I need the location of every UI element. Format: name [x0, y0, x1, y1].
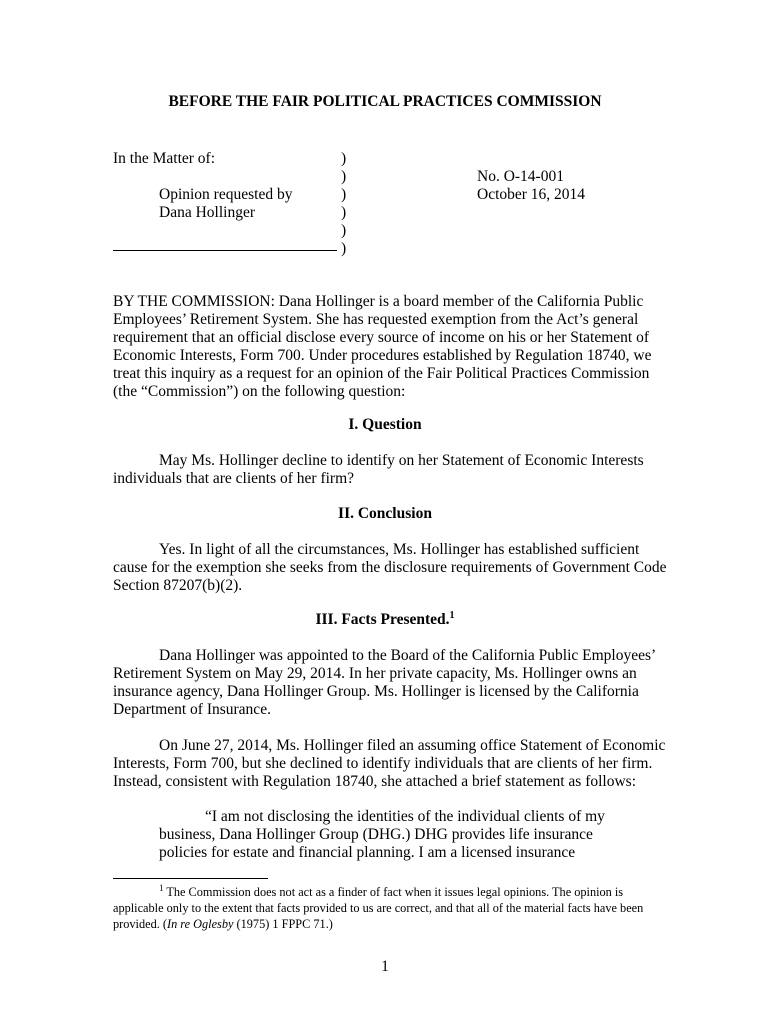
text-line: Department of Insurance. — [113, 701, 271, 718]
text-line: policies for estate and financial planning. I am a licensed insurance — [159, 844, 576, 861]
footnote-reference[interactable]: 1 — [449, 609, 455, 621]
footnote-text: (1975) 1 FPPC 71.) — [233, 917, 333, 931]
opinion-date: October 16, 2014 — [477, 186, 586, 203]
text-line: individuals that are clients of her firm? — [113, 470, 355, 487]
text-line: Yes. In light of all the circumstances, Ms. Hollinger has established sufficient — [159, 541, 640, 558]
text-line: treat this inquiry as a request for an opinion of the Fair Political Practices Commission — [113, 365, 650, 382]
footnote-text: provided. ( — [113, 917, 167, 931]
text-line: On June 27, 2014, Ms. Hollinger filed an assuming office Statement of Economic — [159, 737, 666, 754]
text-line: Interests, Form 700, but she declined to identify individuals that are clients of her firm. — [113, 755, 653, 772]
caption-paren: ) — [341, 240, 347, 257]
facts-heading-text: III. Facts Presented. — [315, 611, 450, 628]
text-line: Retirement System on May 29, 2014. In her private capacity, Ms. Hollinger owns an — [113, 665, 637, 682]
footnote-line: applicable only to the extent that facts provided to us are correct, and that all of the material facts have been — [113, 901, 644, 915]
caption-paren: ) — [341, 186, 347, 203]
caption-paren: ) — [341, 150, 347, 167]
text-line: cause for the exemption she seeks from the disclosure requirements of Government Code — [113, 559, 667, 576]
text-line: requirement that an official disclose every source of income on his or her Statement of — [113, 329, 650, 346]
text-line: BY THE COMMISSION: Dana Hollinger is a board member of the California Public — [113, 293, 644, 310]
caption-underline — [113, 250, 337, 251]
text-line: (the “Commission”) on the following question: — [113, 383, 406, 400]
text-line: insurance agency, Dana Hollinger Group. Ms. Hollinger is licensed by the California — [113, 683, 639, 700]
caption-paren: ) — [341, 168, 347, 185]
footnote-line — [113, 916, 668, 932]
footnote-separator — [113, 878, 268, 879]
caption-paren: ) — [341, 222, 347, 239]
quoted-statement — [159, 808, 639, 862]
matter-label: In the Matter of: — [113, 150, 216, 167]
section-heading-question: I. Question — [348, 416, 422, 433]
page-title: BEFORE THE FAIR POLITICAL PRACTICES COMMISSION — [168, 93, 602, 110]
text-line: Dana Hollinger was appointed to the Board of the California Public Employees’ — [159, 647, 657, 664]
caption-paren: ) — [341, 204, 347, 221]
question-paragraph — [113, 452, 663, 488]
requester-name: Dana Hollinger — [159, 204, 255, 221]
footnote — [113, 884, 668, 932]
text-line: “I am not disclosing the identities of the individual clients of my — [205, 808, 605, 825]
conclusion-paragraph — [113, 541, 667, 595]
text-line: Section 87207(b)(2). — [113, 577, 243, 594]
case-citation: In re Oglesby — [166, 917, 234, 931]
section-heading-conclusion: II. Conclusion — [338, 505, 432, 522]
opinion-number: No. O-14-001 — [477, 168, 564, 185]
text-line: May Ms. Hollinger decline to identify on her Statement of Economic Interests — [159, 452, 644, 469]
facts-paragraph-2 — [113, 737, 666, 791]
opinion-requested-by: Opinion requested by — [159, 186, 293, 203]
text-line: Employees’ Retirement System. She has requested exemption from the Act’s general — [113, 311, 639, 328]
facts-paragraph-1 — [113, 647, 663, 719]
text-line: business, Dana Hollinger Group (DHG.) DHG provides life insurance — [159, 826, 593, 843]
footnote-text: The Commission does not act as a finder of fact when it issues legal opinions. The opinion is — [163, 885, 624, 899]
footnote-mark: 1 — [159, 882, 164, 893]
intro-paragraph — [113, 293, 663, 401]
page-number: 1 — [381, 958, 389, 975]
text-line: Instead, consistent with Regulation 18740, she attached a brief statement as follows: — [113, 773, 636, 790]
section-heading-facts — [0, 611, 770, 629]
footnote-line — [113, 884, 668, 900]
text-line: Economic Interests, Form 700. Under procedures established by Regulation 18740, we — [113, 347, 652, 364]
